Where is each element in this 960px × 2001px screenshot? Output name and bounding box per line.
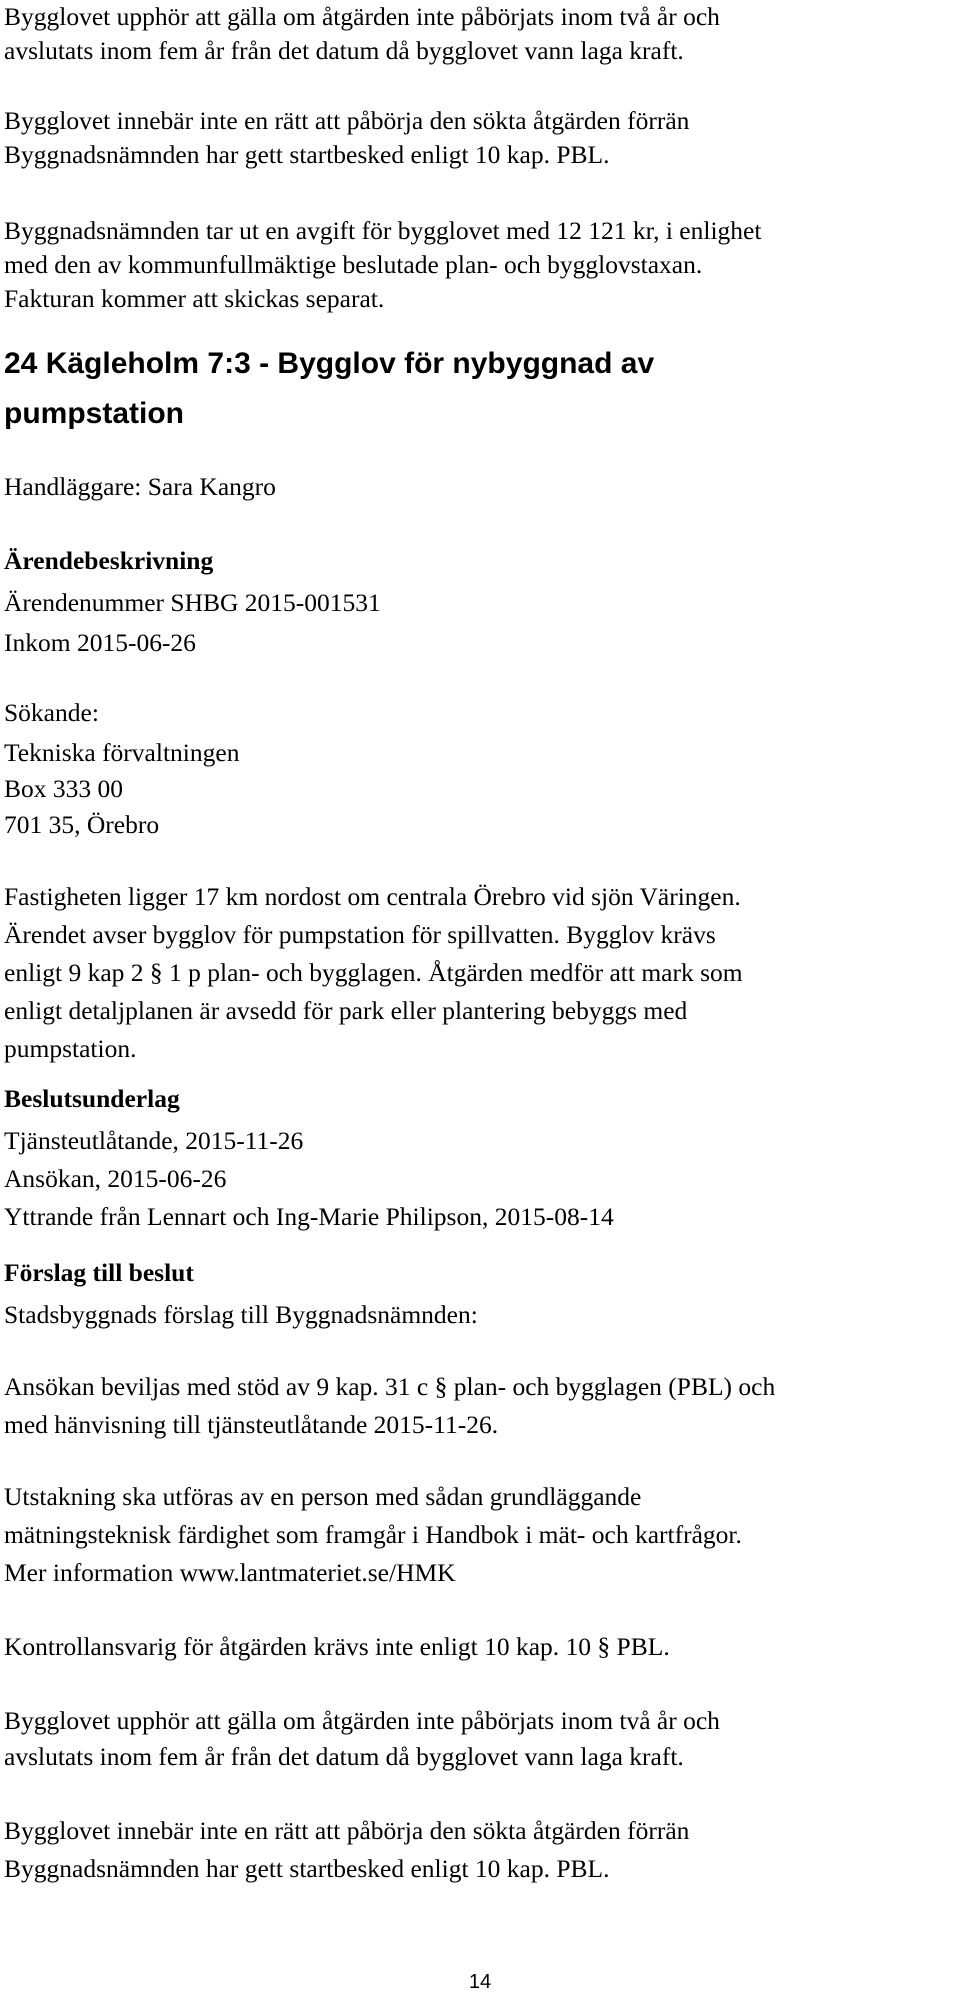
sokande-name: Tekniska förvaltningen (4, 738, 240, 767)
beslut-paragraph-1-line-2: med hänvisning till tjänsteutlåtande 2015-11-26. (4, 1410, 499, 1439)
beslut-paragraph-3: Kontrollansvarig för åtgärden krävs inte enligt 10 kap. 10 § PBL. (4, 1632, 670, 1661)
beslutsunderlag-item-2: Ansökan, 2015-06-26 (4, 1164, 227, 1193)
sokande-box: Box 333 00 (4, 774, 124, 803)
arendenummer: Ärendenummer SHBG 2015-001531 (4, 588, 381, 617)
paragraph-fee-line-2: med den av kommunfullmäktige beslutade plan- och bygglovstaxan. (4, 250, 703, 279)
beslut-paragraph-2-line-3: Mer information www.lantmateriet.se/HMK (4, 1558, 456, 1587)
paragraph-fee-line-1: Byggnadsnämnden tar ut en avgift för bygglovet med 12 121 kr, i enlighet (4, 216, 762, 245)
page-number: 14 (468, 1971, 492, 1993)
beslut-paragraph-1-line-1: Ansökan beviljas med stöd av 9 kap. 31 c § plan- och bygglagen (PBL) och (4, 1372, 776, 1401)
beslut-paragraph-4-line-1: Bygglovet upphör att gälla om åtgärden inte påbörjats inom två år och (4, 1706, 720, 1735)
beslut-paragraph-2-line-2: mätningsteknisk färdighet som framgår i Handbok i mät- och kartfrågor. (4, 1520, 742, 1549)
paragraph-startbesked-line-1: Bygglovet innebär inte en rätt att påbörja den sökta åtgärden förrän (4, 106, 690, 135)
forslag-intro: Stadsbyggnads förslag till Byggnadsnämnden: (4, 1300, 478, 1329)
item-heading-line-1: 24 Kägleholm 7:3 - Bygglov för nybyggnad av (4, 347, 655, 380)
beslut-paragraph-5-line-2: Byggnadsnämnden har gett startbesked enligt 10 kap. PBL. (4, 1854, 610, 1883)
beslut-paragraph-5-line-1: Bygglovet innebär inte en rätt att påbörja den sökta åtgärden förrän (4, 1816, 690, 1845)
paragraph-validity-line-1: Bygglovet upphör att gälla om åtgärden inte påbörjats inom två år och (4, 2, 720, 31)
beslut-paragraph-4-line-2: avslutats inom fem år från det datum då bygglovet vann laga kraft. (4, 1742, 684, 1771)
paragraph-validity-line-2: avslutats inom fem år från det datum då bygglovet vann laga kraft. (4, 36, 684, 65)
paragraph-startbesked-line-2: Byggnadsnämnden har gett startbesked enligt 10 kap. PBL. (4, 140, 610, 169)
beslut-paragraph-2-line-1: Utstakning ska utföras av en person med sådan grundläggande (4, 1482, 642, 1511)
inkom-date: Inkom 2015-06-26 (4, 628, 196, 657)
item-heading-line-2: pumpstation (4, 397, 184, 430)
description-line-1: Fastigheten ligger 17 km nordost om centrala Örebro vid sjön Väringen. (4, 882, 741, 911)
handlaggare: Handläggare: Sara Kangro (4, 472, 276, 501)
paragraph-fee-line-3: Fakturan kommer att skickas separat. (4, 284, 385, 313)
forslag-till-beslut-heading: Förslag till beslut (4, 1258, 194, 1287)
sokande-city: 701 35, Örebro (4, 810, 160, 839)
description-line-5: pumpstation. (4, 1034, 137, 1063)
description-line-3: enligt 9 kap 2 § 1 p plan- och bygglagen. Åtgärden medför att mark som (4, 958, 743, 987)
beslutsunderlag-heading: Beslutsunderlag (4, 1084, 180, 1113)
arendebeskrivning-heading: Ärendebeskrivning (4, 546, 214, 575)
beslutsunderlag-item-3: Yttrande från Lennart och Ing-Marie Philipson, 2015-08-14 (4, 1202, 614, 1231)
beslutsunderlag-item-1: Tjänsteutlåtande, 2015-11-26 (4, 1126, 304, 1155)
sokande-label: Sökande: (4, 698, 99, 727)
description-line-2: Ärendet avser bygglov för pumpstation för spillvatten. Bygglov krävs (4, 920, 716, 949)
description-line-4: enligt detaljplanen är avsedd för park eller plantering bebyggs med (4, 996, 688, 1025)
